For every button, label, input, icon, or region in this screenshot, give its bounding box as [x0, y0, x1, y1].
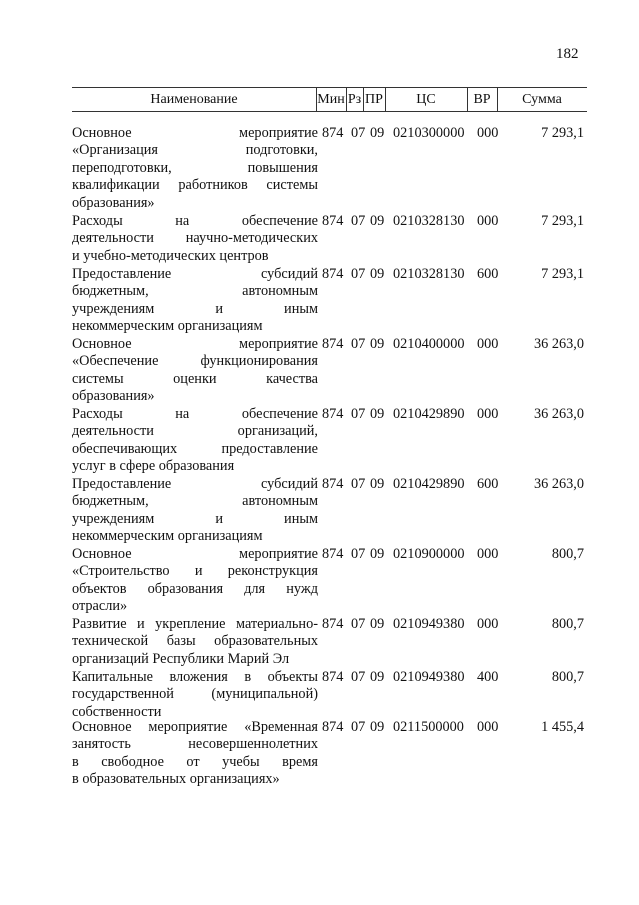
row-name-line: отрасли» — [72, 598, 128, 615]
row-name-line: деятельности научно-методических — [72, 230, 318, 247]
row-vr: 000 — [477, 546, 499, 562]
row-name — [72, 406, 318, 476]
row-name-line: некоммерческим организациям — [72, 318, 263, 335]
row-name-line: занятость несовершеннолетних — [72, 736, 318, 753]
header-min: Мин — [317, 92, 345, 107]
row-name — [72, 125, 318, 212]
row-name-line: Предоставление субсидий — [72, 266, 318, 282]
row-pr: 09 — [370, 266, 385, 282]
row-pr: 09 — [370, 719, 385, 735]
row-cs: 0210328130 — [393, 213, 465, 229]
row-vr: 400 — [477, 669, 499, 685]
row-sum: 800,7 — [551, 546, 584, 562]
row-name-line: учреждениям и иным — [72, 300, 318, 317]
row-rz: 07 — [351, 546, 366, 562]
row-name-line: бюджетным, автономным — [72, 283, 318, 300]
row-pr: 09 — [370, 406, 385, 422]
row-name-line: учреждениям и иным — [72, 510, 318, 527]
header-cs: ЦС — [416, 92, 436, 107]
row-min: 874 — [322, 266, 344, 282]
header-rule-top — [72, 87, 587, 88]
row-cs: 0210400000 — [393, 336, 465, 352]
row-rz: 07 — [351, 719, 366, 735]
row-pr: 09 — [370, 669, 385, 685]
row-rz: 07 — [351, 266, 366, 282]
row-min: 874 — [322, 213, 344, 229]
row-cs: 0211500000 — [393, 719, 464, 735]
row-min: 874 — [322, 546, 344, 562]
row-name-line: объектов образования для нужд — [72, 580, 318, 597]
row-vr: 600 — [477, 266, 499, 282]
header-rule-bottom — [72, 111, 587, 112]
row-cs: 0210429890 — [393, 476, 465, 492]
row-name-line: Основное мероприятие — [72, 546, 318, 562]
row-name-line: образования» — [72, 388, 155, 405]
header-pr: ПР — [365, 92, 383, 107]
row-sum: 36 263,0 — [533, 336, 584, 352]
header-name: Наименование — [150, 92, 238, 107]
row-cs: 0210949380 — [393, 616, 465, 632]
row-sum: 36 263,0 — [533, 476, 584, 492]
row-sum: 7 293,1 — [541, 266, 584, 282]
row-vr: 000 — [477, 406, 499, 422]
header-rz: Рз — [347, 92, 362, 107]
row-name — [72, 669, 318, 721]
row-name-line: бюджетным, автономным — [72, 493, 318, 510]
row-name-line: образования» — [72, 194, 155, 211]
row-min: 874 — [322, 406, 344, 422]
row-cs: 0210900000 — [393, 546, 465, 562]
row-name-line: Основное мероприятие — [72, 125, 318, 141]
row-name-line: в свободное от учебы время — [72, 753, 318, 770]
row-min: 874 — [322, 719, 344, 735]
row-pr: 09 — [370, 476, 385, 492]
row-name-line: собственности — [72, 703, 162, 720]
row-name-line: Расходы на обеспечение — [72, 213, 318, 229]
row-rz: 07 — [351, 669, 366, 685]
row-name-line: «Организация подготовки, — [72, 142, 318, 159]
row-cs: 0210429890 — [393, 406, 465, 422]
row-name-line: Расходы на обеспечение — [72, 406, 318, 422]
row-name — [72, 546, 318, 616]
row-name-line: обеспечивающих предоставление — [72, 440, 318, 457]
row-sum: 800,7 — [551, 669, 584, 685]
row-pr: 09 — [370, 546, 385, 562]
row-sum: 36 263,0 — [533, 406, 584, 422]
row-name — [72, 616, 318, 668]
row-cs: 0210328130 — [393, 266, 465, 282]
row-name — [72, 213, 318, 265]
page-number: 182 — [556, 46, 579, 62]
row-name — [72, 719, 318, 789]
row-pr: 09 — [370, 336, 385, 352]
row-pr: 09 — [370, 616, 385, 632]
row-rz: 07 — [351, 125, 366, 141]
row-rz: 07 — [351, 213, 366, 229]
row-name-line: квалификации работников системы — [72, 177, 318, 194]
row-sum: 7 293,1 — [541, 125, 584, 141]
row-min: 874 — [322, 125, 344, 141]
header-sum: Сумма — [522, 92, 562, 107]
row-name-line: технической базы образовательных — [72, 633, 318, 650]
row-vr: 000 — [477, 719, 499, 735]
row-rz: 07 — [351, 476, 366, 492]
row-name-line: системы оценки качества — [72, 370, 318, 387]
row-name-line: деятельности организаций, — [72, 423, 318, 440]
row-pr: 09 — [370, 125, 385, 141]
row-name-line: Предоставление субсидий — [72, 476, 318, 492]
row-name-line: услуг в сфере образования — [72, 458, 235, 475]
row-name-line: Развитие и укрепление материально- — [72, 616, 318, 632]
row-name-line: Основное мероприятие — [72, 336, 318, 352]
row-min: 874 — [322, 616, 344, 632]
row-name-line: «Строительство и реконструкция — [72, 563, 318, 580]
row-cs: 0210300000 — [393, 125, 465, 141]
row-vr: 000 — [477, 125, 499, 141]
row-cs: 0210949380 — [393, 669, 465, 685]
row-pr: 09 — [370, 213, 385, 229]
row-rz: 07 — [351, 406, 366, 422]
row-sum: 7 293,1 — [541, 213, 584, 229]
row-name — [72, 266, 318, 336]
row-vr: 600 — [477, 476, 499, 492]
row-name-line: в образовательных организациях» — [72, 771, 280, 788]
row-name-line: государственной (муниципальной) — [72, 686, 318, 703]
row-vr: 000 — [477, 616, 499, 632]
header-vr: ВР — [473, 92, 491, 107]
row-name-line: организаций Республики Марий Эл — [72, 650, 290, 667]
row-name — [72, 476, 318, 546]
row-name-line: переподготовки, повышения — [72, 159, 318, 176]
row-min: 874 — [322, 669, 344, 685]
row-rz: 07 — [351, 336, 366, 352]
row-sum: 1 455,4 — [541, 719, 584, 735]
row-min: 874 — [322, 336, 344, 352]
row-name-line: и учебно-методических центров — [72, 247, 269, 264]
row-rz: 07 — [351, 616, 366, 632]
row-name-line: Основное мероприятие «Временная — [72, 719, 318, 735]
row-vr: 000 — [477, 336, 499, 352]
row-name-line: некоммерческим организациям — [72, 528, 263, 545]
row-name-line: «Обеспечение функционирования — [72, 353, 318, 370]
row-min: 874 — [322, 476, 344, 492]
row-name — [72, 336, 318, 406]
row-name-line: Капитальные вложения в объекты — [72, 669, 318, 685]
row-sum: 800,7 — [551, 616, 584, 632]
row-vr: 000 — [477, 213, 499, 229]
